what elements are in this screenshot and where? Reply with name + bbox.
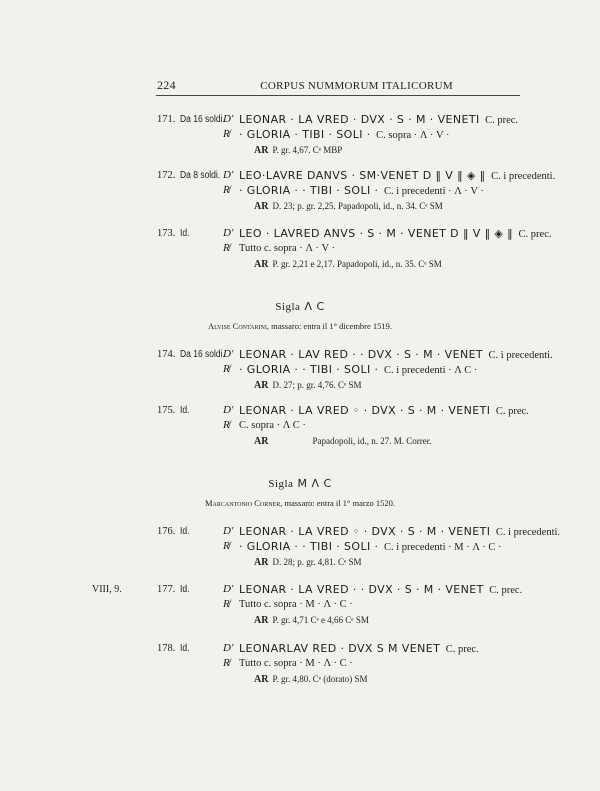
reverse-line bbox=[239, 241, 335, 256]
obverse-sigil: D' bbox=[223, 525, 234, 537]
reverse-sigil: R̸ bbox=[223, 184, 230, 196]
section-note: massaro: entra il 1° dicembre 1519. bbox=[271, 321, 393, 331]
metal-mark: AR bbox=[254, 380, 269, 391]
entry-number: 177. bbox=[157, 584, 176, 595]
reverse-legend: · GLORIA · TIBI · SOLI · bbox=[239, 128, 371, 141]
reference-text: D. 23; p. gr. 2,25. Papadopoli, id., n. 34. Cᵉ SM bbox=[272, 201, 443, 211]
reverse-note: Tutto c. sopra · Λ · V · bbox=[239, 243, 336, 254]
reverse-line bbox=[239, 418, 306, 433]
section-title-mark: M Λ C bbox=[297, 477, 332, 490]
reverse-line bbox=[239, 656, 353, 671]
page-number: 224 bbox=[157, 78, 176, 92]
section-title-prefix: Sigla bbox=[268, 478, 294, 490]
running-title: CORPUS NUMMORUM ITALICORUM bbox=[260, 80, 453, 92]
entry-denomination: Id. bbox=[180, 584, 190, 595]
entry-number: 176. bbox=[157, 526, 176, 537]
plate-reference: VIII, 9. bbox=[92, 584, 122, 595]
obverse-note: C. prec. bbox=[518, 229, 552, 240]
reference-line bbox=[254, 672, 368, 687]
entry-denomination: Da 8 soldi. bbox=[180, 170, 221, 181]
obverse-line bbox=[239, 641, 479, 657]
metal-mark: AR bbox=[254, 557, 269, 568]
obverse-note: C. i precedenti. bbox=[495, 527, 561, 538]
obverse-legend: LEONAR · LA VRED ◦ · DVX · S · M · VENETI bbox=[239, 404, 491, 417]
reverse-sigil: R̸ bbox=[223, 598, 230, 610]
obverse-line bbox=[239, 347, 553, 363]
entry-denomination: Id. bbox=[180, 228, 190, 239]
obverse-note: C. i precedenti. bbox=[491, 171, 556, 182]
reference-line bbox=[254, 257, 442, 272]
entry-denomination: Da 16 soldi. bbox=[180, 349, 225, 360]
entry-denomination: Id. bbox=[180, 526, 190, 537]
obverse-legend: LEONAR · LAV RED · · DVX · S · M · VENET bbox=[239, 348, 484, 361]
obverse-legend: LEO·LAVRE DANVS · SM·VENET D ‖ V ‖ ◈ ‖ bbox=[239, 169, 486, 182]
reverse-note: C. i precedenti · Λ · V · bbox=[383, 186, 484, 197]
reverse-note: C. sopra · Λ C · bbox=[239, 420, 306, 431]
reference-line bbox=[254, 613, 369, 628]
reverse-legend: · GLORIA · · TIBI · SOLI · bbox=[239, 363, 379, 376]
obverse-note: C. prec. bbox=[485, 115, 519, 126]
obverse-sigil: D' bbox=[223, 113, 234, 125]
section-title bbox=[0, 300, 600, 313]
reference-text: Papadopoli, id., n. 27. M. Correr. bbox=[312, 436, 432, 446]
reference-line bbox=[254, 199, 443, 214]
section-person: Marcantonio Corner, bbox=[204, 498, 283, 508]
reverse-line bbox=[239, 597, 353, 612]
reference-text: P. gr. 4,71 Cᵉ e 4,66 Cᵉ SM bbox=[272, 615, 369, 625]
reverse-sigil: R̸ bbox=[223, 242, 230, 254]
section-title bbox=[0, 477, 600, 490]
reference-line bbox=[254, 555, 362, 570]
entry-number: 175. bbox=[157, 405, 176, 416]
reverse-line bbox=[239, 183, 484, 199]
reverse-note: C. sopra · Λ · V · bbox=[376, 130, 450, 141]
reference-line bbox=[254, 378, 362, 393]
header-rule bbox=[156, 95, 520, 96]
reference-text: D. 27; p. gr. 4,76. Cᵉ SM bbox=[272, 380, 362, 390]
obverse-sigil: D' bbox=[223, 404, 234, 416]
section-title-mark: Λ C bbox=[304, 300, 325, 313]
reference-line bbox=[254, 143, 342, 158]
obverse-sigil: D' bbox=[223, 348, 234, 360]
obverse-sigil: D' bbox=[223, 227, 234, 239]
obverse-legend: LEO · LAVRED ANVS · S · M · VENET D ‖ V ‖ ◈ ‖ bbox=[239, 227, 514, 240]
metal-mark: AR bbox=[254, 436, 269, 447]
obverse-legend: LEONARLAV RED · DVX S M VENET bbox=[239, 642, 441, 655]
entry-denomination: Da 16 soldi. bbox=[180, 114, 225, 125]
obverse-note: C. prec. bbox=[445, 644, 479, 655]
reference-text: P. gr. 4,80. Cᵉ (dorato) SM bbox=[272, 674, 368, 684]
reverse-note: C. i precedenti · Λ C · bbox=[383, 365, 478, 376]
entry-denomination: Id. bbox=[180, 643, 190, 654]
metal-mark: AR bbox=[254, 259, 269, 270]
obverse-sigil: D' bbox=[223, 642, 234, 654]
reference-line bbox=[254, 434, 431, 449]
reverse-sigil: R̸ bbox=[223, 540, 230, 552]
obverse-line bbox=[239, 226, 551, 242]
obverse-note: C. i precedenti. bbox=[488, 350, 553, 361]
metal-mark: AR bbox=[254, 674, 269, 685]
reference-text: P. gr. 2,21 e 2,17. Papadopoli, id., n. 35. Cᵉ SM bbox=[272, 259, 442, 269]
reverse-sigil: R̸ bbox=[223, 363, 230, 375]
section-person: Alvise Contarini, bbox=[207, 321, 269, 331]
entry-number: 173. bbox=[157, 228, 176, 239]
metal-mark: AR bbox=[254, 145, 269, 156]
obverse-line bbox=[239, 112, 518, 128]
section-note: massaro: entra il 1° marzo 1520. bbox=[284, 498, 396, 508]
obverse-sigil: D' bbox=[223, 169, 234, 181]
obverse-line bbox=[239, 582, 522, 598]
obverse-line bbox=[239, 403, 529, 419]
reverse-legend: · GLORIA · · TIBI · SOLI · bbox=[239, 184, 379, 197]
metal-mark: AR bbox=[254, 201, 269, 212]
obverse-legend: LEONAR · LA VRED · DVX · S · M · VENETI bbox=[239, 113, 480, 126]
entry-number: 178. bbox=[157, 643, 176, 654]
reverse-line bbox=[239, 127, 450, 143]
reference-text: D. 28; p. gr. 4,81. Cᵉ SM bbox=[272, 557, 362, 567]
reverse-note: Tutto c. sopra · M · Λ · C · bbox=[239, 658, 353, 669]
obverse-note: C. prec. bbox=[495, 406, 529, 417]
reverse-line bbox=[239, 539, 502, 555]
section-subtitle bbox=[0, 321, 600, 331]
entry-number: 174. bbox=[157, 349, 176, 360]
obverse-legend: LEONAR · LA VRED ◦ · DVX · S · M · VENETI bbox=[239, 525, 491, 538]
reverse-note: Tutto c. sopra · M · Λ · C · bbox=[239, 599, 353, 610]
entry-denomination: Id. bbox=[180, 405, 190, 416]
reverse-sigil: R̸ bbox=[223, 128, 230, 140]
entry-number: 171. bbox=[157, 114, 176, 125]
obverse-line bbox=[239, 168, 555, 184]
section-subtitle bbox=[0, 498, 600, 508]
obverse-legend: LEONAR · LA VRED · · DVX · S · M · VENET bbox=[239, 583, 484, 596]
obverse-note: C. prec. bbox=[489, 585, 523, 596]
reference-text: P. gr. 4,67. Cᵉ MBP bbox=[272, 145, 343, 155]
obverse-line bbox=[239, 524, 560, 540]
page-header bbox=[157, 78, 519, 93]
reverse-note: C. i precedenti · M · Λ · C · bbox=[383, 542, 502, 553]
reverse-sigil: R̸ bbox=[223, 419, 230, 431]
section-title-prefix: Sigla bbox=[275, 301, 301, 313]
entry-number: 172. bbox=[157, 170, 176, 181]
obverse-sigil: D' bbox=[223, 583, 234, 595]
metal-mark: AR bbox=[254, 615, 269, 626]
reverse-line bbox=[239, 362, 477, 378]
reverse-legend: · GLORIA · · TIBI · SOLI · bbox=[239, 540, 379, 553]
reverse-sigil: R̸ bbox=[223, 657, 230, 669]
